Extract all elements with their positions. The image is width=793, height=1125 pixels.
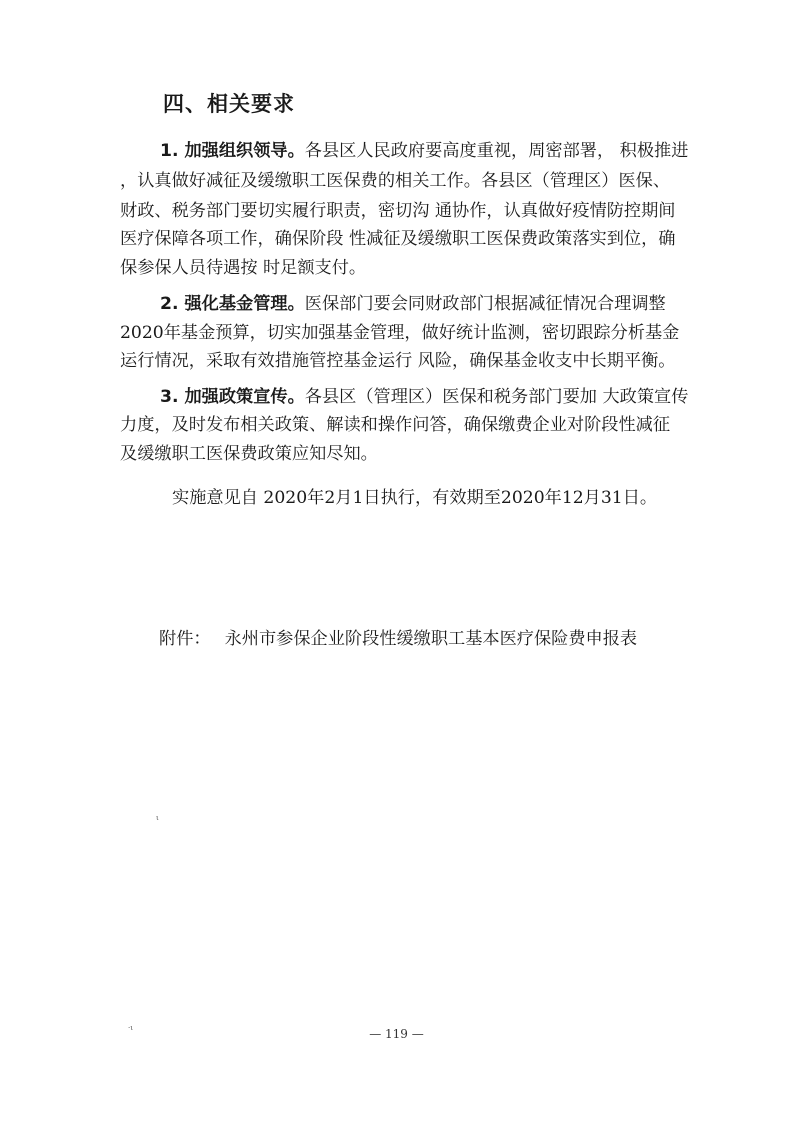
page-number: — 119 — (369, 1027, 424, 1041)
item-1-line-5: 保参保人员待遇按 时足额支付。 (120, 258, 367, 278)
item-2-title: 2. 强化基金管理。 (160, 294, 305, 314)
item-1-line-1: 各县区人民政府要高度重视，周密部署， 积极推进 (304, 141, 689, 161)
item-3-line-2: 力度，及时发布相关政策、解读和操作问答，确保缴费企业对阶段性减征 (120, 415, 671, 435)
item-1-line-3: 财政、税务部门要切实履行职责，密切沟 通协作，认真做好疫情防控期间 (120, 201, 676, 221)
attachment (159, 624, 637, 649)
item-1-line-2: ，认真做好减征及缓缴职工医保费的相关工作。各县区（管理区）医保、 (120, 171, 671, 191)
item-2-line-3: 运行情况，采取有效措施管控基金运行 风险，确保基金收支中长期平衡。 (120, 351, 676, 371)
item-3-line-1: 各县区（管理区）医保和税务部门要加 大政策宣传 (304, 387, 689, 407)
attachment-title: 永州市参保企业阶段性缓缴职工基本医疗保险费申报表 (224, 629, 638, 649)
section-heading: 四、相关要求 (163, 92, 295, 116)
item-1-line-4: 医疗保障各项工作，确保阶段 性减征及缓缴职工医保费政策落实到位，确 (120, 229, 676, 249)
item-3-first-line (160, 385, 688, 409)
item-2-line-2: 2020年基金预算，切实加强基金管理，做好统计监测，密切跟踪分析基金 (120, 323, 680, 343)
effective-date: 实施意见自 2020年2月1日执行，有效期至2020年12月31日。 (172, 488, 658, 508)
item-1-title: 1. 加强组织领导。 (160, 141, 305, 161)
item-2-first-line (160, 292, 666, 316)
item-3-title: 3. 加强政策宣传。 (160, 387, 305, 407)
item-2-line-1: 医保部门要会同财政部门根据减征情况合理调整 (304, 294, 666, 314)
item-1-first-line (160, 139, 688, 163)
scan-mark-2: ·ι (128, 1024, 133, 1032)
scan-mark-1: ι (156, 814, 159, 822)
item-3-line-3: 及缓缴职工医保费政策应知尽知。 (120, 444, 378, 464)
attachment-label: 附件： (159, 629, 211, 649)
